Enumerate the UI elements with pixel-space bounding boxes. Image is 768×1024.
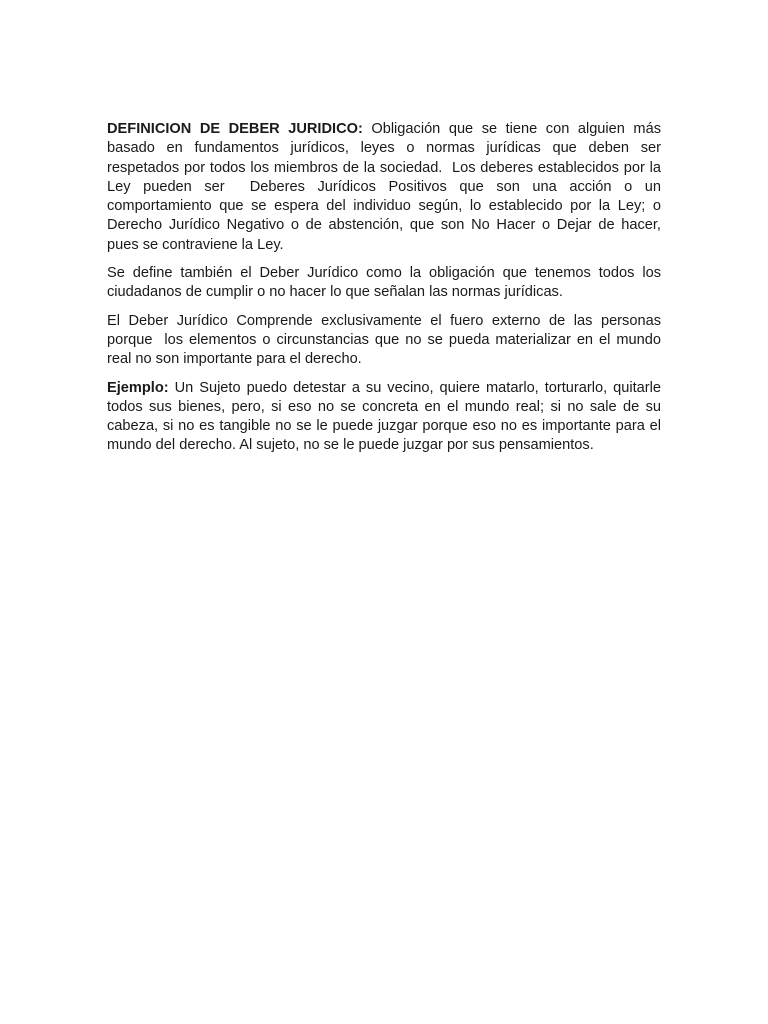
paragraph-external-forum [107, 312, 666, 370]
definition-heading: DEFINICION DE DEBER JURIDICO: [107, 121, 363, 137]
example-heading: Ejemplo: [107, 379, 169, 396]
paragraph-citizens-duty [107, 264, 666, 303]
document-page [107, 120, 666, 465]
definition-text: Obligación que se tiene con alguien más basado en fundamentos jurídicos, leyes o normas jurídicas que deben ser respetados por todos los miembros de la sociedad. Los deberes establecidos por la Ley pueden ser Deberes Jurídicos Positivos que son una acción o un comportamiento que se espera del individuo según, lo establecido por la Ley; o Derecho Jurídico Negativo o de abstención, que son No Hacer o Dejar de hacer, pues se contraviene la Ley. [107, 121, 666, 253]
paragraph-definition [107, 120, 666, 255]
external-forum-text: El Deber Jurídico Comprende exclusivamente el fuero externo de las personas porque los elementos o circunstancias que no se pueda materializar en el mundo real no son importante para el derecho. [107, 312, 666, 368]
example-text: Un Sujeto puedo detestar a su vecino, quiere matarlo, torturarlo, quitarle todos sus bienes, pero, si eso no se concreta en el mundo real; si no sale de su cabeza, si no es tangible no se le puede juzgar porque eso no es importante para el mundo del derecho. Al sujeto, no se le puede juzgar por sus pensamientos. [107, 379, 666, 454]
citizens-duty-text: Se define también el Deber Jurídico como la obligación que tenemos todos los ciudadanos de cumplir o no hacer lo que señalan las normas jurídicas. [107, 265, 666, 301]
paragraph-example [107, 379, 666, 456]
